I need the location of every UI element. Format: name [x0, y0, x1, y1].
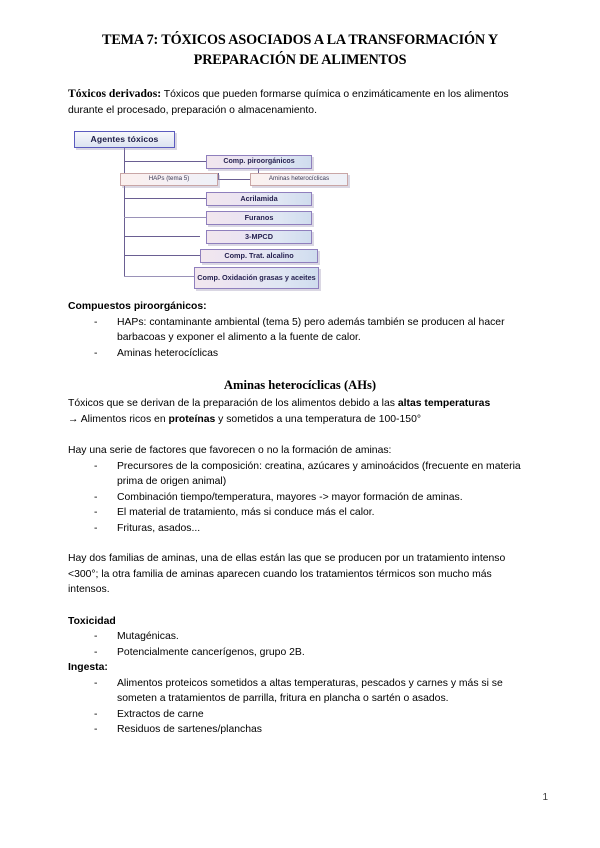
dash-icon: - — [94, 677, 98, 689]
diagram-box-agentes-toxicos[interactable] — [74, 131, 175, 148]
piroorganicos-list — [68, 315, 532, 362]
factores-intro: Hay una serie de factores que favorecen o no la formación de aminas: — [68, 445, 392, 456]
dash-icon: - — [94, 631, 98, 642]
section-heading-piroorganicos: Compuestos piroorgánicos: — [68, 301, 207, 312]
diagram-branch-piro — [124, 161, 206, 162]
intro-lead-label: Tóxicos derivados: — [68, 87, 162, 100]
diagram-box-label: Aminas heterocíclicas — [268, 175, 330, 183]
section-heading-aminas-heterociclicas: Aminas heterocíclicas (AHs) — [223, 378, 377, 392]
dash-icon: - — [94, 646, 98, 658]
diagram-box-label: Comp. Trat. alcalino — [224, 251, 294, 261]
list-item — [68, 505, 532, 521]
diagram-box-label: Comp. piroorgánicos — [223, 157, 295, 166]
list-item-label: Mutagénicas. — [117, 631, 179, 642]
diagram-root-label: Agentes tóxicos — [90, 133, 159, 144]
ahs-p2-prefix: → Alimentos ricos en — [68, 413, 169, 425]
section-heading-ingesta: Ingesta: — [68, 662, 108, 673]
diagram-box-label: Comp. Oxidación grasas y aceites — [197, 273, 316, 283]
list-item-label: Extractos de carne — [117, 708, 204, 720]
diagram-box-label: Furanos — [244, 213, 274, 223]
list-item — [68, 521, 532, 537]
list-item-label: Aminas heterocíclicas — [117, 347, 219, 359]
ingesta-list — [68, 676, 532, 738]
dash-icon: - — [94, 708, 98, 720]
toxic-agents-diagram — [68, 129, 532, 281]
list-item — [68, 676, 532, 707]
list-item-label: El material de tratamiento, más si conduce más el calor. — [117, 507, 375, 518]
intro-paragraph — [68, 86, 532, 118]
ahs-p1-bold: altas temperaturas — [397, 398, 491, 409]
diagram-box-comp-trat-alcalino[interactable] — [200, 249, 318, 263]
diagram-piro-tee-left — [218, 179, 250, 180]
ahs-p2-bold: proteínas — [168, 413, 216, 425]
diagram-box-comp-oxidacion-grasas[interactable] — [194, 267, 319, 289]
diagram-haps-riser — [218, 173, 219, 180]
diagram-box-label: HAPs (tema 5) — [148, 175, 190, 183]
diagram-trunk-line — [124, 148, 125, 276]
ahs-p1-text: Tóxicos que se derivan de la preparación de los alimentos debido a las — [68, 398, 398, 409]
dash-icon: - — [94, 316, 98, 328]
list-item-label: Residuos de sartenes/planchas — [117, 724, 262, 735]
diagram-box-3-mpcd[interactable] — [206, 230, 312, 244]
diagram-box-label: 3-MPCD — [245, 232, 273, 242]
list-item-label: Potencialmente cancerígenos, grupo 2B. — [117, 646, 305, 658]
list-item-label: HAPs: contaminante ambiental (tema 5) pero además también se producen al hacer barbacoas y exponer el alimento a la fuente de calor. — [117, 316, 505, 343]
diagram-branch-mpcd — [124, 236, 200, 237]
list-item — [68, 645, 532, 661]
dash-icon: - — [94, 460, 98, 472]
list-item — [68, 629, 532, 645]
ahs-p2-suffix: y sometidos a una temperatura de 100-150° — [215, 413, 422, 425]
diagram-box-haps[interactable] — [120, 173, 218, 186]
diagram-branch-acrilamida — [124, 198, 206, 199]
page-title: TEMA 7: TÓXICOS ASOCIADOS A LA TRANSFORMACIÓN Y PREPARACIÓN DE ALIMENTOS — [102, 32, 498, 68]
list-item — [68, 707, 532, 723]
list-item-label: Combinación tiempo/temperatura, mayores -> mayor formación de aminas. — [117, 491, 463, 503]
dash-icon: - — [94, 347, 98, 359]
factores-list — [68, 459, 532, 537]
page-content — [68, 30, 532, 738]
diagram-box-acrilamida[interactable] — [206, 192, 312, 206]
list-item — [68, 315, 532, 346]
diagram-box-aminas-heterociclicas[interactable] — [250, 173, 348, 186]
list-item — [68, 459, 532, 490]
diagram-box-comp-piroorganicos[interactable] — [206, 155, 312, 169]
diagram-branch-oxidacion — [124, 276, 194, 277]
page-number: 1 — [542, 792, 548, 803]
list-item — [68, 346, 532, 362]
dash-icon: - — [94, 491, 98, 503]
diagram-box-label: Acrilamida — [240, 194, 278, 204]
list-item — [68, 490, 532, 506]
dash-icon: - — [94, 724, 98, 735]
list-item — [68, 722, 532, 738]
dash-icon: - — [94, 507, 98, 518]
diagram-branch-furanos — [124, 217, 206, 218]
diagram-branch-alcalino — [124, 255, 200, 256]
section-heading-toxicidad: Toxicidad — [68, 615, 116, 627]
dash-icon: - — [94, 522, 98, 534]
list-item-label: Frituras, asados... — [117, 522, 201, 534]
intro-text: Tóxicos que pueden formarse química o enzimáticamente en los alimentos durante el procesado, preparación o almacenamiento. — [68, 89, 509, 116]
list-item-label: Alimentos proteicos sometidos a altas temperaturas, pescados y carnes y más si se someten a tratamientos de parrilla, fritura en plancha o sartén o asados. — [117, 677, 503, 704]
ahs-paragraph-2 — [68, 412, 532, 428]
list-item-label: Precursores de la composición: creatina, azúcares y aminoácidos (frecuente en materia prima de origen animal) — [117, 460, 521, 487]
toxicidad-list — [68, 629, 532, 660]
ahs-paragraph-1 — [68, 396, 532, 412]
diagram-box-furanos[interactable] — [206, 211, 312, 225]
familias-paragraph: Hay dos familias de aminas, una de ellas están las que se producen por un tratamiento intenso <300°; la otra familia de aminas aparecen cuando los tratamientos térmicos son mucho más intensos. — [68, 553, 506, 595]
